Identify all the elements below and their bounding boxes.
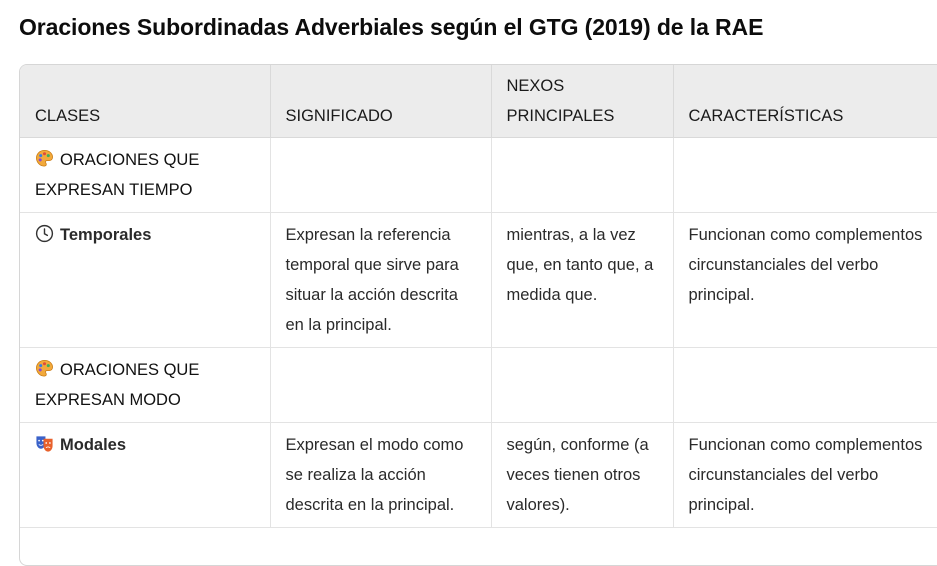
cell-clase (20, 213, 270, 348)
cell-significado (270, 348, 491, 423)
clock-icon (35, 224, 54, 243)
header-significado: SIGNIFICADO (270, 65, 491, 138)
cell-nexos: según, conforme (a veces tienen otros valores). (491, 423, 673, 528)
cell-nexos (491, 348, 673, 423)
class-name-modales: Modales (60, 436, 127, 454)
table-row (20, 138, 937, 213)
cell-significado: Expresan el modo como se realiza la acción descrita en la principal. (270, 423, 491, 528)
section-label-modo: ORACIONES QUE EXPRESAN MODO (35, 361, 200, 409)
cell-clase (20, 138, 270, 213)
page-title: Oraciones Subordinadas Adverbiales según el GTG (2019) de la RAE (19, 14, 764, 40)
cell-clase (20, 423, 270, 528)
cell-nexos (491, 138, 673, 213)
header-clases: CLASES (20, 65, 270, 138)
table-row (20, 213, 937, 348)
header-caracteristicas: CARACTERÍSTICAS (673, 65, 937, 138)
cell-caracteristicas: Funcionan como complementos circunstanciales del verbo principal. (673, 423, 937, 528)
class-name-temporales: Temporales (60, 226, 152, 244)
cell-caracteristicas (673, 138, 937, 213)
table-row (20, 423, 937, 528)
palette-icon (35, 149, 54, 168)
table-row (20, 348, 937, 423)
table-header-row (20, 65, 937, 138)
section-label-tiempo: ORACIONES QUE EXPRESAN TIEMPO (35, 151, 200, 199)
cell-significado (270, 138, 491, 213)
adverbial-clauses-table (19, 64, 937, 566)
palette-icon (35, 359, 54, 378)
cell-significado: Expresan la referencia temporal que sirve para situar la acción descrita en la principal. (270, 213, 491, 348)
theater-masks-icon (35, 434, 54, 453)
cell-caracteristicas (673, 348, 937, 423)
cell-nexos: mientras, a la vez que, en tanto que, a medida que. (491, 213, 673, 348)
header-nexos-principales: NEXOS PRINCIPALES (491, 65, 673, 138)
cell-caracteristicas: Funcionan como complementos circunstanciales del verbo principal. (673, 213, 937, 348)
cell-clase (20, 348, 270, 423)
